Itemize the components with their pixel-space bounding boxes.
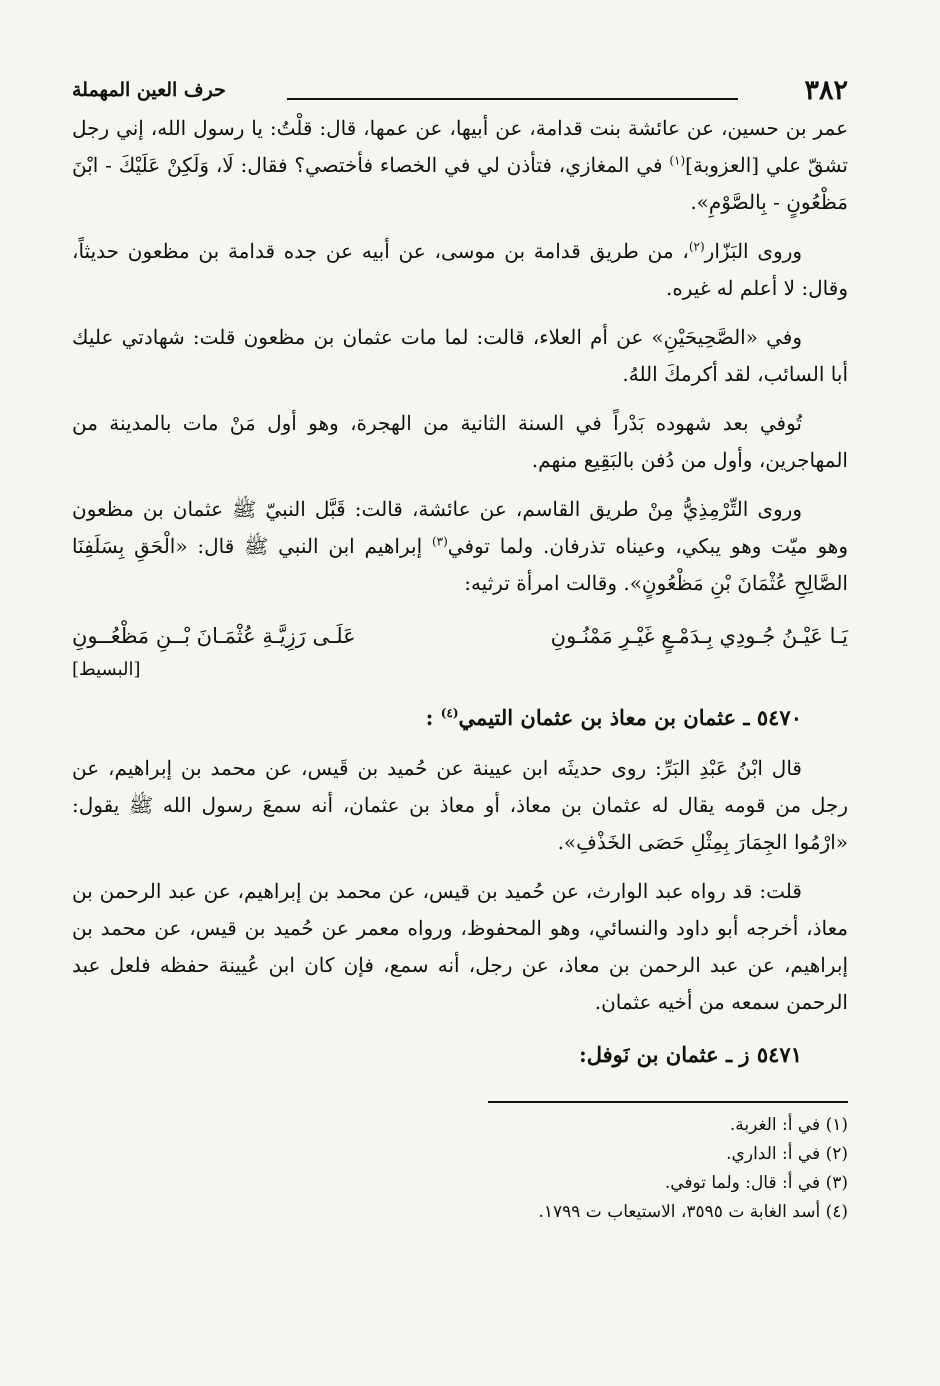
header-rule — [287, 98, 738, 100]
footnote-marker-3: (٣) — [431, 534, 448, 549]
paragraph-2-text-b: ، من طريق قدامة بن موسى، عن أبيه عن جده قدامة بن مظعون حديثاً، وقال: لا أعلم له غيره. — [72, 239, 848, 300]
footnote-marker-1: (١) — [669, 153, 686, 168]
paragraph-1-text-a: عمر بن حسين، عن عائشة بنت قدامة، عن أبيها، عن عمها، قال: قلْتُ: يا رسول الله، إني رجل تشقّ علي [العزوبة] — [72, 116, 849, 177]
footnote-4: (٤) أسد الغابة ت ٣٥٩٥، الاستيعاب ت ١٧٩٩. — [538, 1202, 848, 1222]
paragraph-6: قال ابْنُ عَبْدِ البَرِّ: روى حديثَه ابن عيينة عن حُميد بن قَيس، عن محمد بن إبراهيم، عن رجل من قومه يقال له عثمان بن معاذ، أو معاذ بن عثمان، أنه سمعَ رسول الله ﷺ يقول: «ارْمُوا الجِمَارَ بِمِثْلِ حَصَى الخَذْفِ». — [72, 756, 849, 854]
footnote-marker-2: (٢) — [688, 239, 705, 254]
entry-heading-5471: ٥٤٧١ ز ـ عثمان بن نَوفل: — [578, 1042, 802, 1067]
paragraph-5 — [72, 491, 848, 602]
page-number: ٣٨٢ — [804, 74, 848, 106]
poem-second-hemistich: عَلَـى رَزِيَّـةِ عُثْمَـانَ بْــنِ مَظْعُــونِ — [72, 624, 356, 648]
paragraph-5-text-b: إبراهيم ابن النبي ﷺ قال: «الْحَقِ بِسَلَفِنَا الصَّالِحِ عُثْمَانَ بْنِ مَظْعُونٍ». وقالت امرأة ترثيه: — [72, 534, 848, 595]
poem-meter: [البسيط] — [72, 659, 141, 680]
paragraph-2-text-a: وروى البَزّار — [704, 239, 803, 263]
paragraph-1-text-b: في المغازي، فتأذن لي في الخصاء فأختصي؟ فقال: لَا، وَلَكِنْ عَلَيْكَ - ابْنَ مَظْعُونٍ - بِالصَّوْمِ». — [72, 153, 848, 214]
page-header — [72, 70, 848, 110]
footnote-3: (٣) في أ: قال: ولما توفي. — [664, 1173, 848, 1193]
paragraph-1 — [72, 110, 848, 221]
footnotes — [72, 1111, 848, 1227]
poem-verse — [72, 616, 848, 656]
footnote-rule — [488, 1101, 848, 1103]
paragraph-2 — [72, 233, 848, 307]
paragraph-7: قلت: قد رواه عبد الوارث، عن حُميد بن قيس، عن محمد بن إبراهيم، عن عبد الرحمن بن معاذ، أخرجه أبو داود والنسائي، وهو المحفوظ، ورواه معمر عن حُميد بن قيس، عن محمد بن إبراهيم، عن عبد الرحمن بن معاذ، عن رجل، أنه سمع، فإن كان ابن عُيينة حفظه فلعل عبد الرحمن سمعه من أخيه عثمان. — [72, 879, 848, 1014]
entry-heading-5470: ٥٤٧٠ ـ عثمان بن معاذ بن عثمان التيمي$^{(٤)}$ : — [425, 705, 802, 730]
footnote-marker-4: (٤) — [440, 706, 459, 720]
entry-heading-5470-text: ٥٤٧٠ ـ عثمان بن معاذ بن عثمان التيمي — [458, 705, 802, 730]
paragraph-5-text-a: وروى التِّرْمِذِيُّ مِنْ طريق القاسم، عن عائشة، قالت: قَبَّل النبيّ ﷺ عثمان بن مظعون وهو ميّت وهو يبكي، وعيناه تذرفان. ولما توفي — [72, 497, 848, 558]
paragraph-3: وفي «الصَّحِيحَيْنِ» عن أم العلاء، قالت: لما مات عثمان بن مظعون قلت: شهادتي عليك أبا السائب، لقد أكرمكَ اللهُ. — [72, 325, 848, 386]
footnote-1: (١) في أ: الغربة. — [729, 1115, 848, 1135]
poem-first-hemistich: يَـا عَيْـنُ جُـودِي بِـدَمْـعٍ غَيْـرِ مَمْنُـونِ — [550, 624, 848, 648]
paragraph-4: تُوفي بعد شهوده بَدْراً في السنة الثانية من الهجرة، وهو أول مَنْ مات بالمدينة من المهاجرين، وأول من دُفن بالبَقِيع منهم. — [72, 411, 848, 472]
running-title: حرف العين المهملة — [72, 79, 226, 101]
footnote-2: (٢) في أ: الداري. — [726, 1144, 848, 1164]
